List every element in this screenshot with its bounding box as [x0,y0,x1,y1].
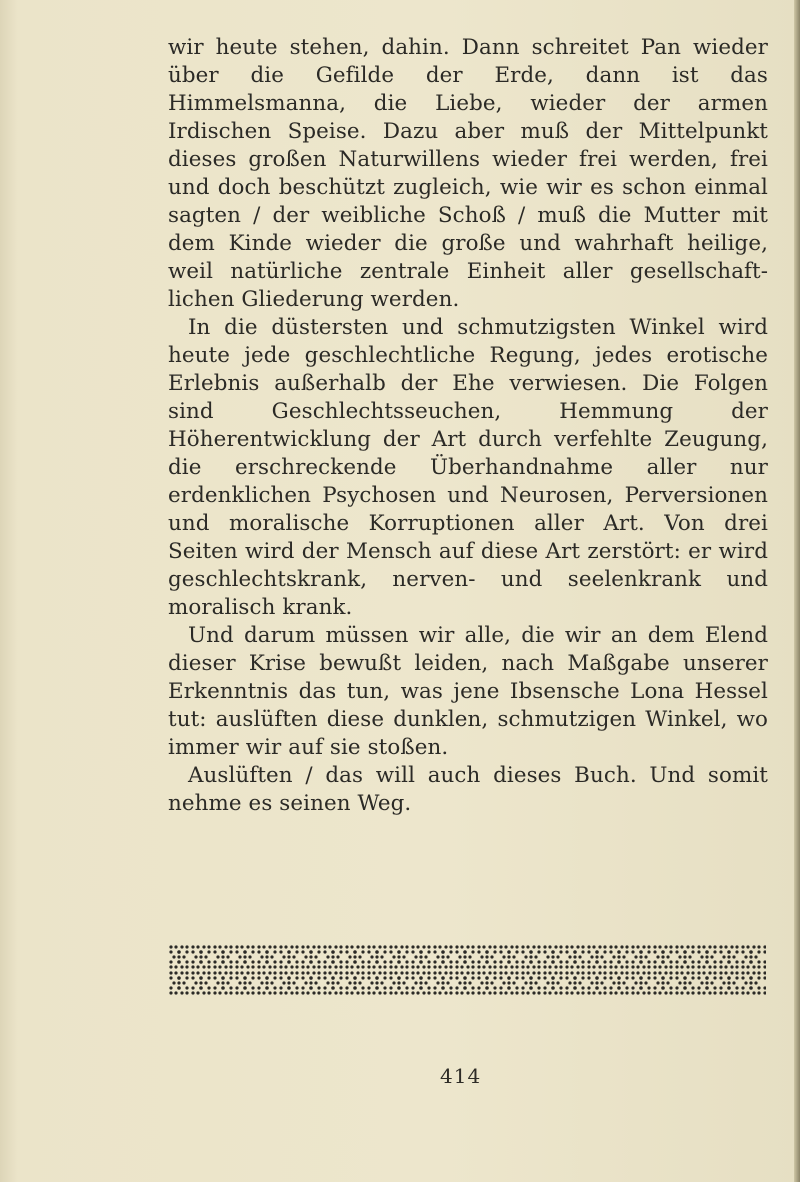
paragraph-4: Auslüften / das will auch dieses Buch. Und somit nehme es seinen Weg. [168,763,768,816]
decorative-ornament-band [168,944,766,996]
page-number: 414 [440,1064,482,1088]
paragraph-2: In die düstersten und schmutzigsten Winkel wird heute jede geschlechtliche Regung, jedes erotische Erlebnis außerhalb der Ehe verwiesen. Die Folgen sind Geschlechtsseuchen, Hemmung der Höherentwicklung der Art durch verfehlte Zeugung, die erschreckende Überhandnahme aller nur erdenklichen Psychosen und Neurosen, Perversionen und moralische Korruptionen aller Art. Von drei Seiten wird der Mensch auf diese Art zerstört: er wird geschlechtskrank, nerven- und seelenkrank und moralisch krank. [168,315,768,620]
page-gutter-shadow [0,0,18,1182]
paragraph-1: wir heute stehen, dahin. Dann schreitet Pan wieder über die Gefilde der Erde, dann ist das Himmelsmanna, die Liebe, wieder der armen Irdischen Speise. Dazu aber muß der Mittelpunkt dieses großen Naturwillens wieder frei werden, frei und doch beschützt zugleich, wie wir es schon einmal sagten / der weibliche Schoß / muß die Mutter mit dem Kinde wieder die große und wahrhaft heilige, weil natürliche zentrale Einheit aller gesellschaftlichen Gliederung werden. [168,35,768,312]
body-text [168,34,768,818]
page-edge-shadow [794,0,800,1182]
ornament-pattern-icon [168,944,766,996]
paragraph-3: Und darum müssen wir alle, die wir an dem Elend dieser Krise bewußt leiden, nach Maßgabe unserer Erkenntnis das tun, was jene Ibsensche Lona Hessel tut: auslüften diese dunklen, schmutzigen Winkel, wo immer wir auf sie stoßen. [168,623,768,760]
